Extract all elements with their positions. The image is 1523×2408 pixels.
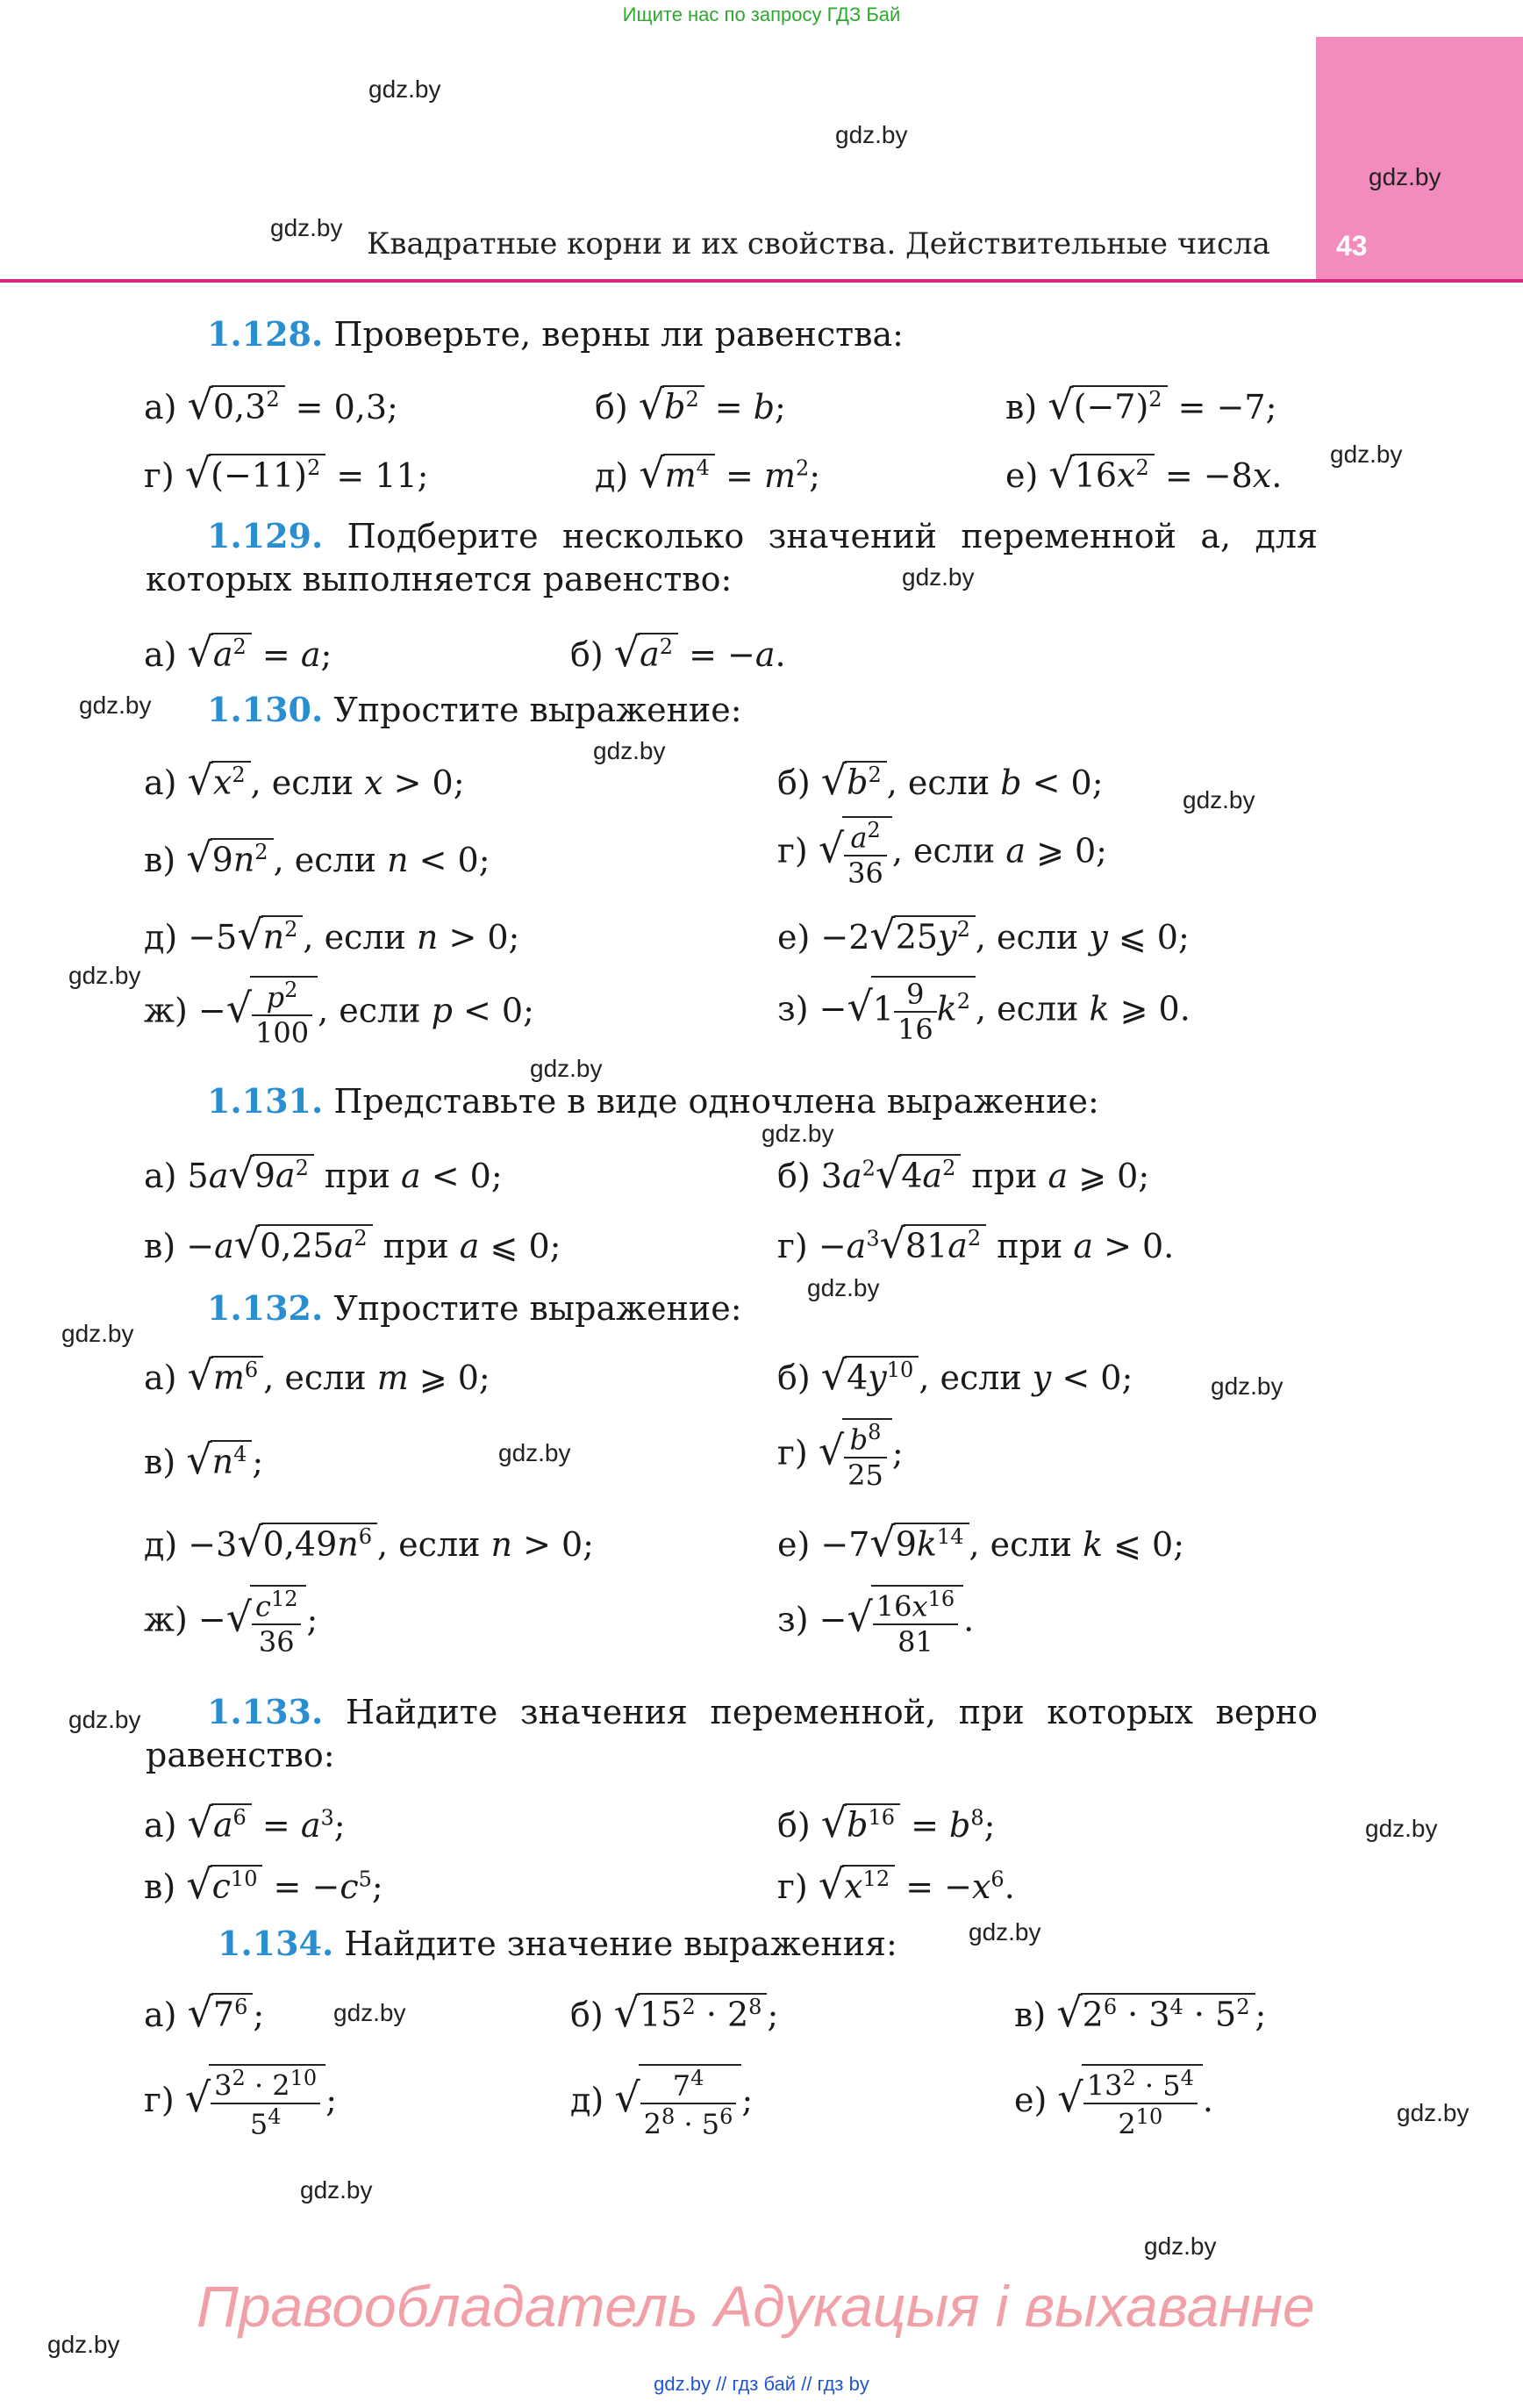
problem-number: 1.128. [207,314,324,354]
item-d: $д) -5√n^2$ , если n > 0; [144,911,520,958]
item-zh: ж) −√ $\frac{c^{12}}{36}$ ; [144,1587,318,1659]
item-a: а) $5a√9a^2$ при a < 0; [144,1150,503,1197]
problem-heading [207,1286,742,1330]
item-e: $е) -2√25y^2$ , если y ⩽ 0; [777,911,1190,958]
problem-heading [146,514,1318,602]
item-a: а) $√a^6 = a^3$; [144,1799,346,1846]
watermark: gdz.by [68,962,141,989]
item-g: г) $√x^{12} = -x^6$. [777,1860,1015,1908]
watermark: gdz.by [79,692,152,719]
item-a: а) $√a^2 = a$; [144,628,332,676]
problem-heading [207,1079,1099,1123]
problem-number: 1.130. [207,690,324,729]
watermark: gdz.by [498,1439,571,1466]
item-b: б) $√a^2 = -a$. [570,628,786,676]
watermark: gdz.by [1144,2232,1217,2260]
running-title: Квадратные корни и их свойства. Действительные числа [367,226,1270,262]
bottom-banner: gdz.by // гдз бай // гдз by [654,2373,869,2395]
watermark: gdz.by [835,121,908,148]
watermark: gdz.by [270,214,343,241]
problem-number: 1.129. [207,516,324,555]
item-d: $д) -3√0,49n^6$ , если n > 0; [144,1518,594,1566]
watermark: gdz.by [1330,441,1403,468]
watermark: gdz.by [762,1120,834,1147]
item-z: з) −√ $\frac{16x^{16}}{81}$ . [777,1587,975,1659]
item-v: в) $√c^{10} = -c^5$; [144,1860,383,1908]
item-d: д) $√m^4 = m^2$; [595,449,821,497]
item-zh: ж) −√ $\frac{p^2}{100}$ , если p < 0; [144,978,534,1050]
item-g: г) √ $\frac{3^2 \cdot 2^{10}}{5^4}$ ; [144,2066,338,2141]
problem-number: 1.133. [207,1692,324,1731]
item-g: $г) -a^3√81a^2$ при a > 0. [777,1220,1175,1267]
item-e: е) $√16x^2 = -8x$. [1005,449,1283,497]
problem-text: Подберите несколько значений переменной a, для которых выполняется равенство: [146,517,1318,599]
item-v: в) $√(-7)^2 = -7$; [1005,381,1277,428]
item-z: з) −√1 $\frac{9}{16}$ $k^2$ , если k ⩾ 0. [777,978,1191,1046]
problem-text: Упростите выражение: [333,691,742,729]
item-b: б) $3a^2√4a^2$ при a ⩾ 0; [777,1150,1150,1197]
header-divider [0,279,1523,283]
item-g: г) √ $\frac{b^8}{25}$ ; [777,1420,904,1492]
item-b: б) $√15^2 \cdot 2^8$ ; [570,1989,779,2036]
problem-heading [218,1922,897,1966]
watermark: gdz.by [368,75,441,103]
watermark: gdz.by [1369,163,1441,190]
item-g: г) √ $\frac{a^2}{36}$ , если a ⩾ 0; [777,818,1107,890]
watermark: gdz.by [1183,786,1255,813]
watermark: gdz.by [807,1274,880,1301]
watermark: gdz.by [902,563,975,591]
problem-number: 1.134. [218,1924,334,1963]
watermark: gdz.by [1397,2099,1469,2126]
item-v: в) $√n^4$ ; [144,1436,264,1483]
watermark: gdz.by [333,1999,406,2026]
watermark: gdz.by [969,1918,1041,1946]
top-banner: Ищите нас по запросу ГДЗ Бай [622,4,901,25]
watermark: gdz.by [68,1706,141,1733]
page-number: 43 [1336,230,1368,262]
problem-text: Найдите значения переменной, при которых верно равенство: [146,1693,1318,1775]
problem-text: Упростите выражение: [333,1289,742,1328]
watermark: gdz.by [530,1055,603,1082]
item-v: $в) -a√0,25a^2$ при a ⩽ 0; [144,1220,561,1267]
item-a: а) $√x^2$ , если x > 0; [144,756,465,804]
watermark: gdz.by [300,2176,373,2204]
item-d: д) √ $\frac{7^4}{2^8 \cdot 5^6}$ ; [570,2066,754,2141]
watermark: gdz.by [593,737,666,764]
problem-heading [207,688,742,732]
problem-text: Найдите значение выражения: [344,1924,897,1963]
item-v: в) $√2^6 \cdot 3^4 \cdot 5^2$ ; [1014,1989,1267,2036]
item-b: б) $√4y^{10}$ , если y < 0; [777,1351,1133,1399]
item-a: а) $√0,3^2 = 0,3$; [144,381,398,428]
problem-text: Проверьте, верны ли равенства: [333,315,904,354]
problem-text: Представьте в виде одночлена выражение: [333,1082,1099,1121]
watermark: gdz.by [47,2331,120,2358]
item-v: в) $√9n^2$ , если n < 0; [144,834,490,881]
copyright-notice: Правообладатель Адукацыя і выхаванне [197,2274,1315,2339]
problem-heading [146,1690,1318,1778]
item-b: б) $√b^2 = b$; [595,381,786,428]
item-b: б) $√b^2$ , если b < 0; [777,756,1104,804]
item-a: а) $√m^6$ , если m ⩾ 0; [144,1351,490,1399]
problem-number: 1.131. [207,1081,324,1121]
problem-heading [207,312,904,356]
watermark: gdz.by [1365,1815,1438,1842]
item-e: $е) -7√9k^{14}$ , если k ⩽ 0; [777,1518,1184,1566]
problem-number: 1.132. [207,1288,324,1328]
item-a: а) $√7^6$ ; [144,1989,265,2036]
item-g: г) $√(-11)^2 = 11$; [144,449,429,497]
item-e: е) √ $\frac{13^2 \cdot 5^4}{2^{10}}$ . [1014,2066,1213,2141]
watermark: gdz.by [1211,1372,1283,1400]
item-b: б) $√b^{16} = b^8$; [777,1799,996,1846]
watermark: gdz.by [61,1320,134,1347]
